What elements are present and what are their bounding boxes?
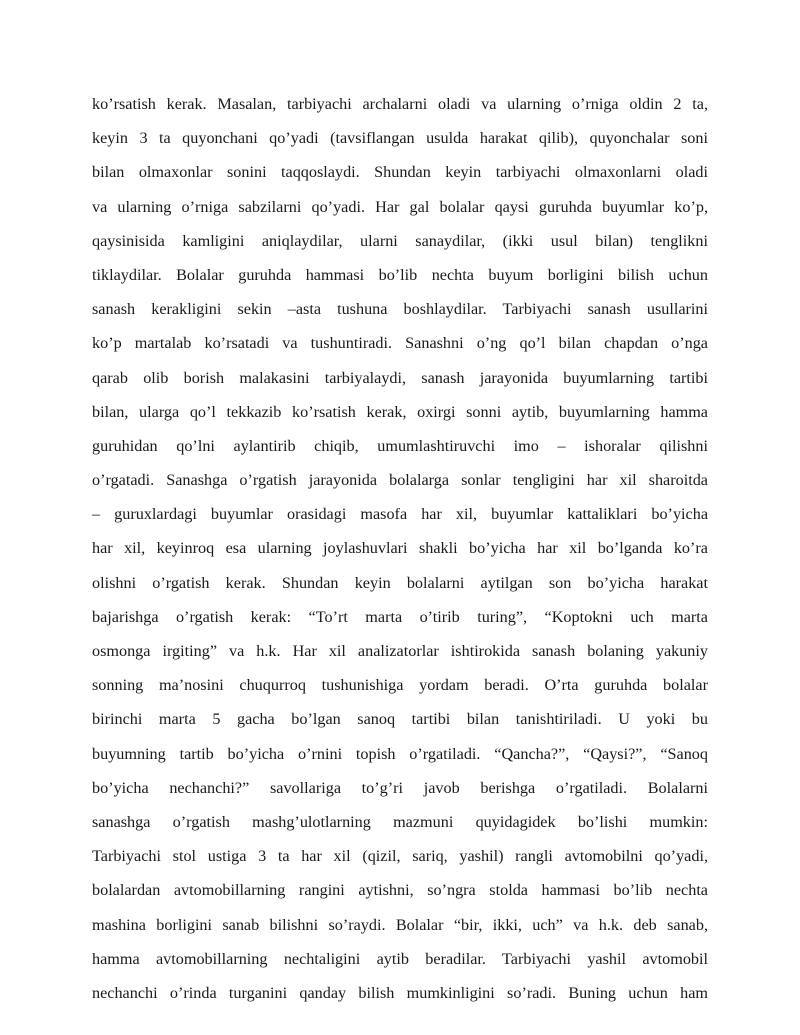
text-line: ko’rsatish kerak. Masalan, tarbiyachi archalarni oladi va ularning o’rniga oldin 2 ta,: [92, 95, 708, 113]
text-line: buyumning tartib bo’yicha o’rnini topish o’rgatiladi. “Qancha?”, “Qaysi?”, “Sanoq: [92, 744, 708, 763]
text-line: sanash kerakligini sekin –asta tushuna boshlaydilar. Tarbiyachi sanash usullarini: [92, 300, 708, 319]
text-line: olishni o’rgatish kerak. Shundan keyin bolalarni aytilgan son bo’yicha harakat: [92, 573, 708, 592]
text-line: keyin 3 ta quyonchani qo’yadi (tavsiflangan usulda harakat qilib), quyonchalar soni: [92, 129, 708, 148]
text-line: bilan olmaxonlar sonini taqqoslaydi. Shundan keyin tarbiyachi olmaxonlarni oladi: [92, 163, 708, 182]
text-line: osmonga irgiting” va h.k. Har xil analizatorlar ishtirokida sanash bolaning yakuniy: [92, 642, 708, 660]
text-line: – guruxlardagi buyumlar orasidagi masofa har xil, buyumlar kattaliklari bo’yicha: [92, 505, 708, 524]
text-line: bilan, ularga qo’l tekkazib ko’rsatish kerak, oxirgi sonni aytib, buyumlarning hamma: [92, 402, 708, 421]
text-line: sanashga o’rgatish mashg’ulotlarning mazmuni quyidagidek bo’lishi mumkin:: [92, 812, 708, 831]
text-line: birinchi marta 5 gacha bo’lgan sanoq tartibi bilan tanishtiriladi. U yoki bu: [92, 710, 708, 729]
text-line: o’rgatadi. Sanashga o’rgatish jarayonida bolalarga sonlar tengligini har xil sharoitda: [92, 471, 708, 490]
text-line: guruhidan qo’lni aylantirib chiqib, umumlashtiruvchi imo – ishoralar qilishni: [92, 436, 708, 455]
body-text: [92, 87, 708, 1010]
text-line: har xil, keyinroq esa ularning joylashuvlari shakli bo’yicha har xil bo’lganda ko’ra: [92, 539, 708, 558]
text-line: Tarbiyachi stol ustiga 3 ta har xil (qizil, sariq, yashil) rangli avtomobilni qo’yadi,: [92, 847, 708, 866]
text-line: bolalardan avtomobillarning rangini aytishni, so’ngra stolda hammasi bo’lib nechta: [92, 881, 708, 900]
document-page: [92, 87, 708, 1010]
text-line: ko’p martalab ko’rsatadi va tushuntiradi. Sanashni o’ng qo’l bilan chapdan o’nga: [92, 334, 708, 353]
text-line: qaysinisida kamligini aniqlaydilar, ularni sanaydilar, (ikki usul bilan) tenglikni: [92, 231, 708, 250]
text-line: tiklaydilar. Bolalar guruhda hammasi bo’lib nechta buyum borligini bilish uchun: [92, 265, 708, 284]
text-line: bajarishga o’rgatish kerak: “To’rt marta o’tirib turing”, “Koptokni uch marta: [92, 607, 708, 626]
text-line: va ularning o’rniga sabzilarni qo’yadi. Har gal bolalar qaysi guruhda buyumlar ko’p,: [92, 197, 708, 216]
text-line: qarab olib borish malakasini tarbiyalaydi, sanash jarayonida buyumlarning tartibi: [92, 368, 708, 387]
text-line: mashina borligini sanab bilishni so’raydi. Bolalar “bir, ikki, uch” va h.k. deb sanab,: [92, 915, 708, 934]
text-line: sonning ma’nosini chuqurroq tushunishiga yordam beradi. O’rta guruhda bolalar: [92, 676, 708, 695]
text-line: hamma avtomobillarning nechtaligini aytib beradilar. Tarbiyachi yashil avtomobil: [92, 949, 708, 968]
text-line: bo’yicha nechanchi?” savollariga to’g’ri javob berishga o’rgatiladi. Bolalarni: [92, 778, 708, 797]
text-line: nechanchi o’rinda turganini qanday bilish mumkinligini so’radi. Buning uchun ham: [92, 983, 708, 1002]
